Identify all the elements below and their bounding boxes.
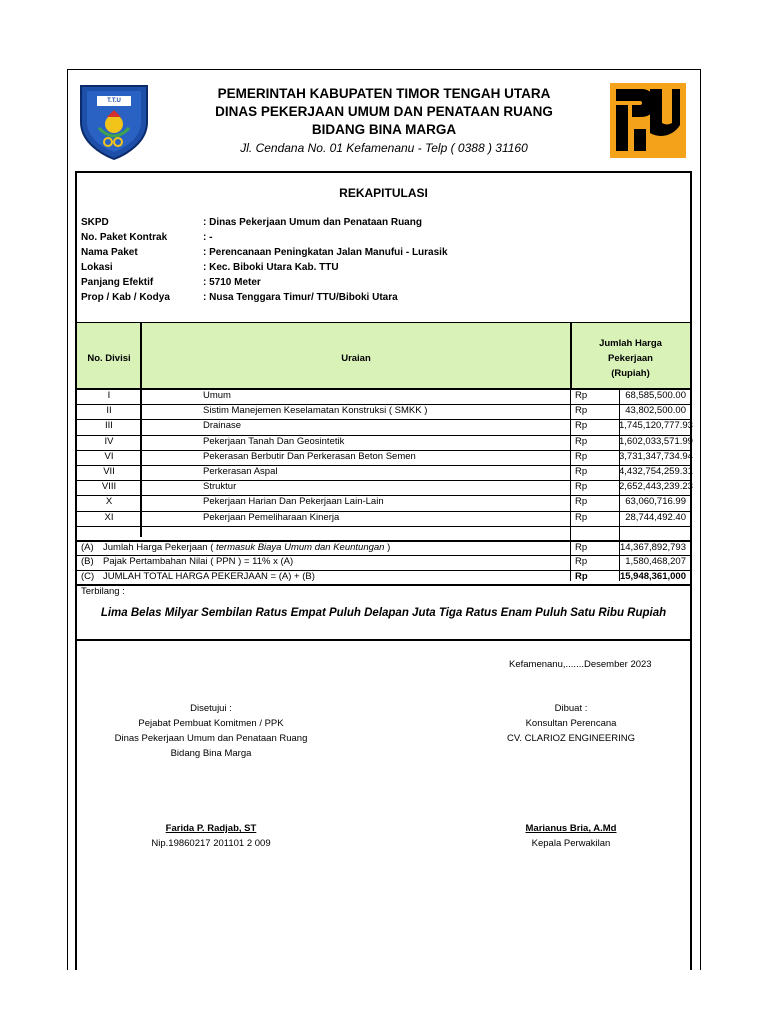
row-no: VII — [103, 466, 115, 477]
total-amount: 1,580,468,207 — [625, 556, 686, 568]
row-uraian: Perkerasan Aspal — [203, 466, 278, 477]
total-divider — [77, 584, 690, 586]
col-no-divisi: No. Divisi — [87, 353, 131, 364]
left-sig-name: Farida P. Radjab, ST — [165, 823, 257, 834]
department-name: DINAS PEKERJAAN UMUM DAN PENATAAN RUANG — [215, 104, 553, 119]
row-no: IV — [104, 435, 114, 447]
col-jumlah-1: Jumlah Harga — [599, 338, 662, 349]
terbilang-text: Lima Belas Milyar Sembilan Ratus Empat Puluh Delapan Juta Tiga Ratus Enam Puluh Satu Ribu Rupiah — [100, 607, 667, 619]
total-text-tail: ) — [384, 541, 391, 553]
crest-label: T.T.U — [107, 98, 121, 104]
total-currency: Rp — [575, 556, 588, 568]
right-sig-name: Marianus Bria, A.Md — [525, 823, 617, 834]
total-currency: Rp — [575, 570, 588, 582]
meta-label: Prop / Kab / Kodya — [81, 292, 170, 303]
row-currency: Rp — [575, 420, 588, 432]
col-jumlah-3: (Rupiah) — [611, 368, 650, 379]
meta-value: : Nusa Tenggara Timur/ TTU/Biboki Utara — [203, 292, 398, 303]
row-amount: 1,745,120,777.93 — [619, 420, 693, 432]
total-amount: 15,948,361,000 — [619, 570, 686, 582]
right-sig-l3: CV. CLARIOZ ENGINEERING — [507, 733, 635, 744]
meta-value: : Perencanaan Peningkatan Jalan Manufui - Lurasik — [203, 247, 448, 258]
row-uraian: Struktur — [203, 481, 237, 493]
row-no: II — [106, 405, 112, 417]
right-sig-l2: Konsultan Perencana — [525, 718, 617, 729]
meta-value: : Kec. Biboki Utara Kab. TTU — [203, 262, 339, 273]
left-sig-l1: Disetujui : — [190, 703, 232, 714]
row-amount: 3,731,347,734.94 — [619, 450, 693, 462]
left-sig-l3: Dinas Pekerjaan Umum dan Penataan Ruang — [114, 733, 308, 744]
total-text-main: JUMLAH TOTAL HARGA PEKERJAAN = (A) + (B) — [103, 570, 315, 582]
row-uraian: Pekerjaan Pemeliharaan Kinerja — [203, 511, 340, 523]
row-no: III — [105, 420, 113, 432]
meta-value: : - — [203, 232, 213, 243]
row-currency: Rp — [575, 466, 588, 477]
col-jumlah-2: Pekerjaan — [608, 353, 653, 364]
meta-value: : Dinas Pekerjaan Umum dan Penataan Ruang — [203, 217, 422, 228]
total-amount: 14,367,892,793 — [619, 541, 686, 553]
right-sig-l1: Dibuat : — [554, 703, 588, 714]
division-name: BIDANG BINA MARGA — [311, 122, 457, 137]
office-address: Jl. Cendana No. 01 Kefamenanu - Telp ( 0388 ) 31160 — [240, 141, 528, 155]
meta-label: SKPD — [81, 217, 109, 228]
gov-name: PEMERINTAH KABUPATEN TIMOR TENGAH UTARA — [217, 86, 551, 101]
row-currency: Rp — [575, 405, 588, 417]
row-currency: Rp — [575, 481, 588, 493]
row-divider — [77, 526, 690, 527]
sign-date: Kefamenanu,.......Desember 2023 — [509, 659, 652, 670]
total-currency: Rp — [575, 541, 588, 553]
row-currency: Rp — [575, 390, 588, 401]
recap-frame — [75, 171, 692, 970]
row-currency: Rp — [575, 450, 588, 462]
meta-value: : 5710 Meter — [203, 277, 261, 288]
row-no: XI — [104, 511, 114, 523]
row-uraian: Sistim Manejemen Keselamatan Konstruksi ( SMKK ) — [203, 405, 428, 417]
row-uraian: Pekerjaan Tanah Dan Geosintetik — [203, 435, 345, 447]
row-amount: 1,602,033,571.99 — [619, 435, 693, 447]
total-code: (B) — [81, 556, 94, 568]
row-uraian: Umum — [203, 390, 231, 401]
meta-label: Panjang Efektif — [81, 277, 154, 288]
document-page — [67, 69, 701, 970]
total-text-main: Jumlah Harga Pekerjaan ( — [103, 541, 216, 553]
row-no: VIII — [101, 481, 117, 493]
row-amount: 63,060,716.99 — [625, 496, 686, 508]
recap-title: REKAPITULASI — [339, 186, 428, 200]
row-currency: Rp — [575, 511, 588, 523]
row-currency: Rp — [575, 496, 588, 508]
row-amount: 4,432,754,259.31 — [619, 466, 693, 477]
row-no: X — [105, 496, 113, 508]
meta-label: Lokasi — [81, 262, 113, 273]
total-text-main: Pajak Pertambahan Nilai ( PPN ) = 11% x (A) — [103, 556, 294, 568]
total-code: (C) — [81, 570, 95, 582]
total-text — [103, 542, 390, 553]
total-text-italic: termasuk Biaya Umum dan Keuntungan — [216, 541, 385, 553]
total-text — [103, 556, 293, 567]
col-uraian: Uraian — [341, 353, 371, 364]
row-uraian: Drainase — [203, 420, 242, 432]
row-uraian: Pekerjaan Harian Dan Pekerjaan Lain-Lain — [203, 496, 384, 508]
right-sig-title: Kepala Perwakilan — [531, 838, 611, 849]
meta-label: No. Paket Kontrak — [81, 232, 168, 243]
meta-label: Nama Paket — [81, 247, 138, 258]
row-no: I — [107, 390, 111, 401]
row-amount: 28,744,492.40 — [625, 511, 686, 523]
row-amount: 43,802,500.00 — [625, 405, 686, 417]
total-text — [103, 571, 315, 582]
row-no: VI — [104, 450, 114, 462]
left-sig-l2: Pejabat Pembuat Komitmen / PPK — [138, 718, 284, 729]
row-amount: 68,585,500.00 — [625, 390, 686, 401]
row-uraian: Pekerasan Berbutir Dan Perkerasan Beton Semen — [203, 450, 416, 462]
left-sig-l4: Bidang Bina Marga — [170, 748, 252, 759]
terbilang-label: Terbilang : — [81, 586, 125, 597]
left-sig-nip: Nip.19860217 201101 2 009 — [151, 838, 271, 849]
row-amount: 2,652,443,239.23 — [619, 481, 693, 493]
total-code: (A) — [81, 541, 94, 553]
row-currency: Rp — [575, 435, 588, 447]
